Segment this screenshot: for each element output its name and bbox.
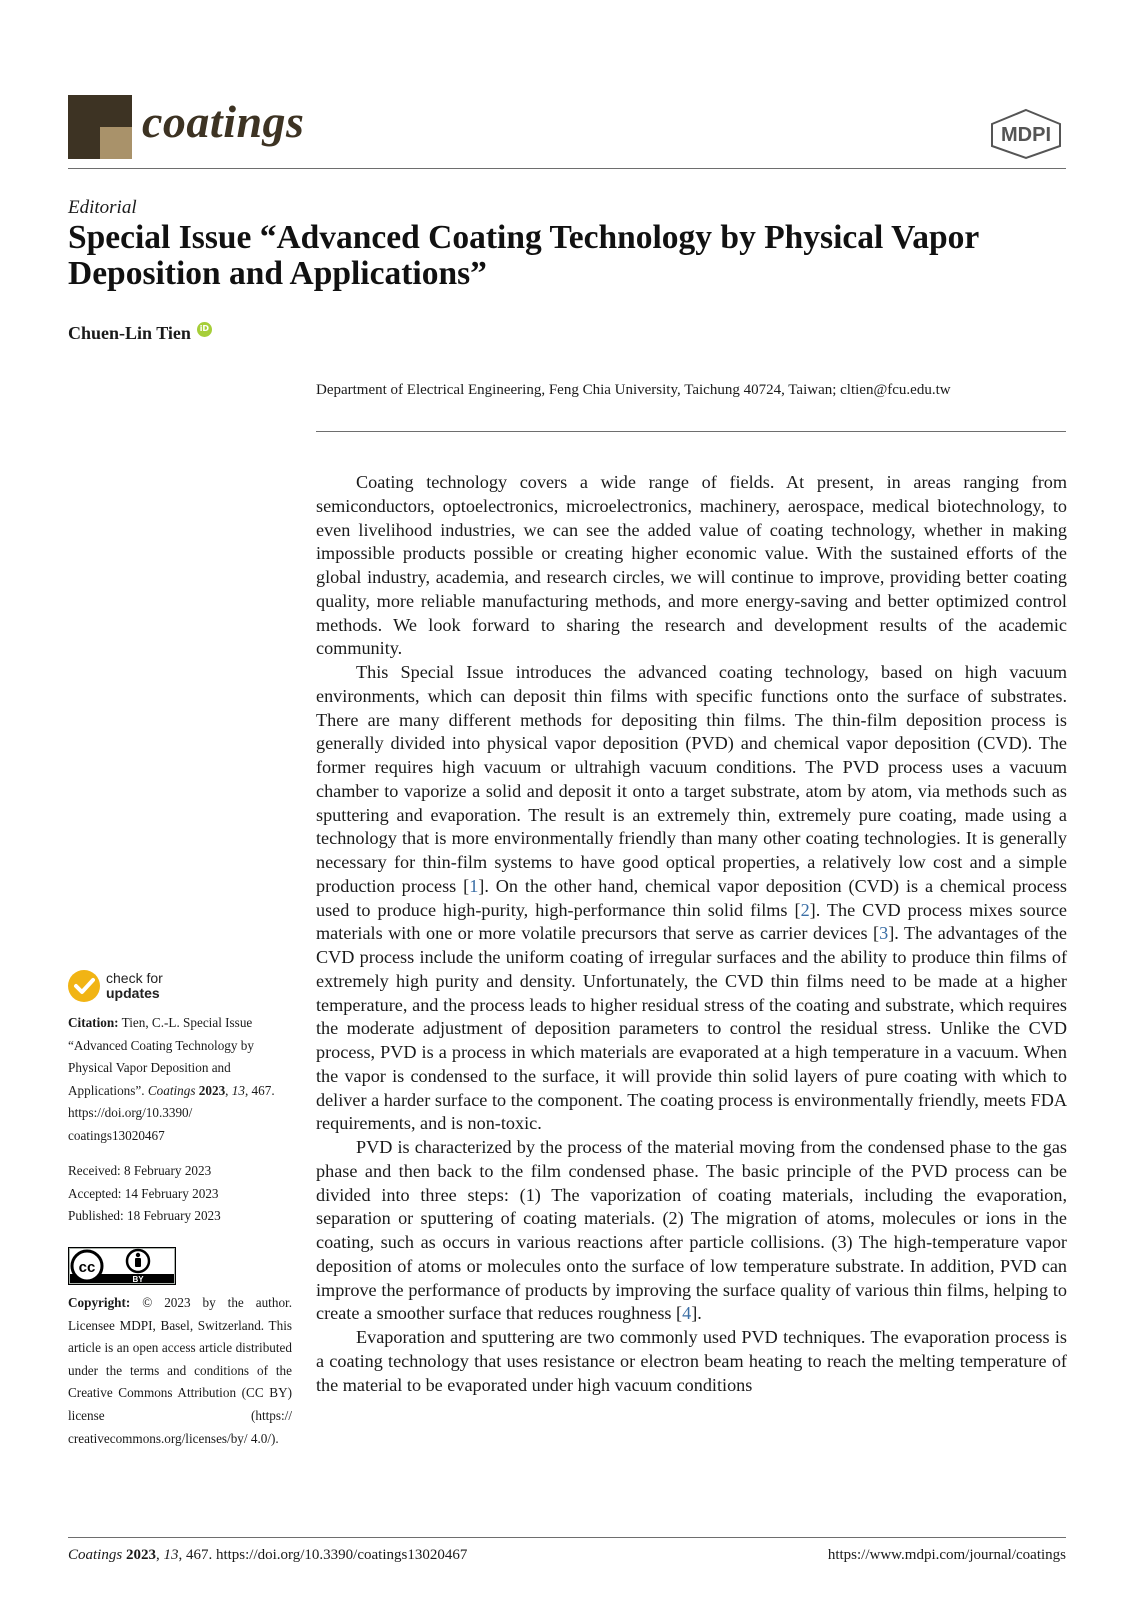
footer-year: 2023 (125, 1547, 156, 1563)
paragraph-4: Evaporation and sputtering are two commonly used PVD techniques. The evaporation process is a coating technology that uses resistance or electron beam heating to reach the melting temperature of the material to be evaporated under high vacuum conditions (316, 1327, 1067, 1395)
citation-label: Citation: (68, 1015, 119, 1030)
check-updates-line1: check for (106, 970, 163, 986)
footer-journal-url[interactable]: https://www.mdpi.com/journal/coatings (827, 1547, 1066, 1563)
citation-year: 2023 (198, 1082, 226, 1098)
dates-block (68, 1160, 292, 1228)
accepted-date: Accepted: 14 February 2023 (68, 1185, 219, 1201)
copyright-label: Copyright: (68, 1295, 131, 1310)
affiliation-divider (316, 431, 1066, 432)
citation-block: Citation: Tien, C.-L. Special Issue “Advanced Coating Technology by Physical Vapor Deposition and Applications”. Coatings 2023, 13, 467. https://doi.org/10.3390/ coatings13020467 (68, 1015, 275, 1143)
published-date: Published: 18 February 2023 (68, 1208, 221, 1224)
received-date: Received: 8 February 2023 (68, 1163, 212, 1178)
check-for-updates-button[interactable] (68, 970, 163, 1002)
mdpi-logo-icon (986, 108, 1066, 160)
cc-by-license-icon[interactable] (68, 1247, 176, 1285)
paragraph-2-text: ]. The CVD process mixes source materials with one or more volatile precursors that serve as carrier devices [ (316, 899, 1068, 944)
citation-link[interactable]: 1 (469, 875, 479, 896)
citation-doi[interactable]: , 467. https://doi.org/10.3390/ coatings13020467 (68, 1082, 275, 1143)
citation-volume: 13 (231, 1082, 245, 1098)
paragraph-3-text: PVD is characterized by the process of the material moving from the condensed phase to the gas phase and then back to the film condensed phase. The basic principle of the PVD process can be divided into three steps: (1) The vaporization of coating materials, including the evaporation, separation or sputtering of coating materials. (2) The migration of atoms, molecules or ions in the coating, such as occurs in various reactions after particle collisions. (3) The high-temperature vapor deposition of atoms or molecules onto the surface of low temperature substrate. In addition, PVD can improve the performance of products by improving the surface quality of various thin films, helping to create a smoother surface that reduces roughness [ (316, 1137, 1067, 1324)
orcid-icon[interactable]: iD (197, 322, 212, 337)
paragraph-3 (316, 1136, 1067, 1326)
citation-link[interactable]: 4 (682, 1303, 692, 1324)
header-divider (68, 168, 1066, 169)
check-updates-text (106, 971, 163, 1001)
check-updates-line2: updates (106, 985, 160, 1001)
footer-volume: 13 (163, 1547, 179, 1563)
paragraph-2-text: ]. On the other hand, chemical vapor deposition (CVD) is a chemical process used to produce high-purity, high-performance thin solid films [ (316, 875, 1067, 920)
paragraph-2 (316, 661, 1067, 1136)
paragraph-3-text: ]. (691, 1303, 702, 1324)
article-title: Special Issue “Advanced Coating Technology by Physical Vapor Deposition and Applications” (68, 219, 979, 292)
license-badge-text: BY (132, 1275, 144, 1284)
footer-doi[interactable]: , 467. https://doi.org/10.3390/coatings13020467 (178, 1547, 468, 1563)
citation-journal: Coatings (147, 1082, 196, 1098)
footer-citation: Coatings 2023, 13, 467. https://doi.org/10.3390/coatings13020467 (68, 1547, 468, 1563)
mdpi-logo-text: MDPI (1001, 124, 1051, 146)
affiliation: Department of Electrical Engineering, Feng Chia University, Taichung 40724, Taiwan; cltien@fcu.edu.tw (316, 382, 951, 398)
article-body (316, 471, 1067, 1397)
article-type: Editorial (68, 197, 137, 218)
footer-divider (68, 1537, 1066, 1538)
copyright-block (68, 1292, 292, 1450)
paragraph-1: Coating technology covers a wide range of fields. At present, in areas ranging from semiconductors, optoelectronics, microelectronics, machinery, aerospace, medical biotechnology, to even livelihood industries, we can see the added value of coating technology, whether in making impossible products possible or creating higher economic value. With the sustained efforts of the global industry, academia, and research circles, we will continue to improve, providing better coating quality, more reliable manufacturing methods, and more energy-saving and better optimized control methods. We look forward to sharing the research and development results of the academic community. (316, 472, 1067, 659)
citation-link[interactable]: 3 (879, 923, 889, 944)
paragraph-2-text: ]. The advantages of the CVD process include the uniform coating of irregular surfaces and the ability to produce thin films of extremely high purity and density. Unfortunately, the CVD thin films need to be made at a higher temperature, and the process leads to higher residual stress of the coating and substrate, which requires the moderate adjustment of deposition parameters to control the residual stress. Unlike the CVD process, PVD is a process in which materials are evaporated at a high temperature in a vacuum. When the vapor is condensed to the surface, it will provide thin solid layers of pure coating with which to deliver a harder surface to the component. The coating process is environmentally friendly, meets FDA requirements, and is non-toxic. (316, 923, 1067, 1134)
author-line (68, 321, 212, 345)
citation-text: Tien, C.-L. Special Issue “Advanced Coating Technology by Physical Vapor Deposition and Applications”. (68, 1015, 254, 1098)
journal-logo-icon (68, 95, 132, 159)
paragraph-2-text: This Special Issue introduces the advanced coating technology, based on high vacuum environments, which can deposit thin films with specific functions onto the surface of substrates. There are many different methods for depositing thin films. The thin-film deposition process is generally divided into physical vapor deposition (PVD) and chemical vapor deposition (CVD). The former requires high vacuum or ultrahigh vacuum conditions. The PVD process uses a vacuum chamber to vaporize a solid and deposit it onto a target substrate, atom by atom, via methods such as sputtering and evaporation. The result is an extremely thin, extremely pure coating, made using a technology that is more environmentally friendly than many other coating technologies. It is generally necessary for thin-film systems to have good optical properties, a relatively low cost and a simple production process [ (316, 662, 1067, 896)
check-updates-icon (68, 970, 100, 1002)
footer-journal: Coatings (68, 1547, 123, 1563)
author-name: Chuen-Lin Tien (68, 323, 191, 343)
citation-link[interactable]: 2 (800, 899, 810, 920)
copyright-text: © 2023 by the author. Licensee MDPI, Basel, Switzerland. This article is an open access article distributed under the terms and conditions of the Creative Commons Attribution (CC BY) license (https:// creativecommons.org/licenses/by/ 4.0/). (68, 1295, 292, 1446)
journal-name: coatings (142, 96, 305, 147)
svg-text:cc: cc (78, 1259, 96, 1276)
